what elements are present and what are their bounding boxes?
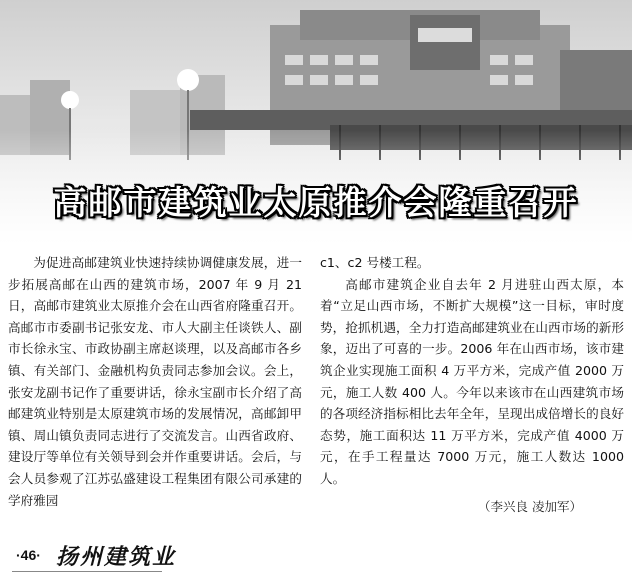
article-headline: 高邮市建筑业太原推介会隆重召开 — [53, 183, 579, 222]
magazine-title: 扬州建筑业 — [56, 544, 177, 570]
footer-divider — [12, 571, 162, 572]
page-number: ·46· — [16, 547, 41, 563]
left-column — [8, 252, 302, 511]
author-credit: （李兴良 凌加军） — [478, 499, 582, 514]
paragraph: c1、c2 号楼工程。 — [320, 255, 430, 270]
paragraph: 高邮市建筑企业自去年 2 月进驻山西太原，本着“立足山西市场，不断扩大规模”这一目标，审时度势，抢抓机遇，全力打造高邮建筑业在山西市场的新形象，迈出了可喜的一步。2006 年在山西市场，该市建筑企业实现施工面积 4 万平方米，完成产值 2000 万元，施工人数 400 人。今年以来该市在山西建筑市场的各项经济指标相比去年全年，呈现出成倍增长的良好态势，施工面积达 11 万平方米，完成产值 4000 万元，在手工程量达 7000 万元，施工人数达 1000 人。 — [320, 276, 624, 486]
paragraph: 为促进高邮建筑业快速持续协调健康发展，进一步拓展高邮在山西的建筑市场，2007 年 9 月 21 日，高邮市建筑业太原推介会在山西省府隆重召开。高邮市市委副书记张安龙、市人大副主任谈铁人、副市长徐永宝、市政协副主席赵谈理，以及高邮市各乡镇、有关部门、金融机构负责同志参加会议。会上，张安龙副书记作了重要讲话，徐永宝副市长介绍了高邮建筑业特别是太原建筑市场的发展情况，高邮卸甲镇、周山镇负责同志进行了交流发言。山西省政府、建设厅等单位有关领导到会并作重要讲话。会后，与会人员参观了江苏弘盛建设工程集团有限公司承建的学府雅园 — [8, 255, 302, 508]
right-column — [320, 252, 624, 490]
